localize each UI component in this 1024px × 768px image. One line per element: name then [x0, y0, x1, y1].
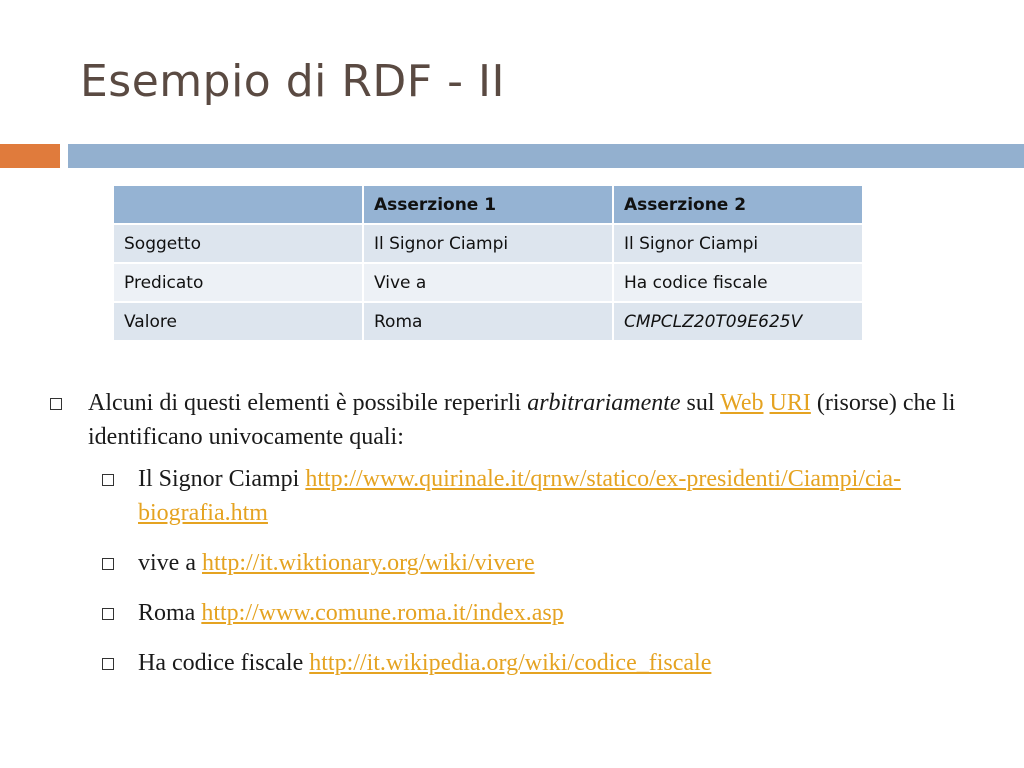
table-header-asserzione-2: Asserzione 2 — [613, 185, 863, 224]
accent-bar-orange — [0, 144, 60, 168]
accent-bar-blue — [68, 144, 1024, 168]
sub-bullet-label: vive a — [138, 550, 202, 576]
table-row — [113, 263, 863, 302]
rdf-table — [112, 184, 864, 342]
table-header-asserzione-1: Asserzione 1 — [363, 185, 613, 224]
table-cell: Il Signor Ciampi — [363, 224, 613, 263]
square-bullet-icon — [102, 658, 114, 670]
main-bullet-emphasis: arbitrariamente — [527, 390, 681, 416]
link-wiktionary[interactable]: http://it.wiktionary.org/wiki/vivere — [201, 550, 535, 576]
link-web[interactable]: Web — [720, 390, 764, 416]
main-bullet-text: (risorse) che li identificano univocamente quali: — [88, 390, 956, 450]
table-cell: Roma — [363, 302, 613, 341]
main-bullet-text: Alcuni di questi elementi è possibile reperirli — [88, 390, 528, 416]
table-cell: Ha codice fiscale — [613, 263, 863, 302]
table-header-row — [113, 185, 863, 224]
link-uri[interactable]: URI — [769, 390, 811, 416]
sub-bullet-roma — [50, 596, 970, 630]
sub-bullet-label: Roma — [138, 600, 202, 626]
table-cell-label: Predicato — [113, 263, 363, 302]
sub-bullet-ciampi — [50, 462, 970, 530]
table-header-empty — [113, 185, 363, 224]
sub-bullet-label: Ha codice fiscale — [138, 650, 310, 676]
slide-title: Esempio di RDF - II — [80, 56, 505, 107]
bullet-content — [50, 386, 970, 680]
main-bullet — [50, 386, 970, 454]
table-cell-label: Valore — [113, 302, 363, 341]
square-bullet-icon — [50, 398, 62, 410]
table-cell: Vive a — [363, 263, 613, 302]
main-bullet-text: sul — [680, 390, 721, 416]
table-cell-label: Soggetto — [113, 224, 363, 263]
sub-bullet-vive — [50, 546, 970, 580]
table-cell-codice-fiscale: CMPCLZ20T09E625V — [613, 302, 863, 341]
sub-bullet-codice-fiscale — [50, 646, 970, 680]
link-quirinale[interactable]: http://www.quirinale.it/qrnw/statico/ex-presidenti/Ciampi/cia-biografia.htm — [138, 466, 901, 526]
table-row — [113, 302, 863, 341]
square-bullet-icon — [102, 608, 114, 620]
square-bullet-icon — [102, 474, 114, 486]
link-comune-roma[interactable]: http://www.comune.roma.it/index.asp — [201, 600, 564, 626]
table-cell: Il Signor Ciampi — [613, 224, 863, 263]
square-bullet-icon — [102, 558, 114, 570]
link-wikipedia[interactable]: http://it.wikipedia.org/wiki/codice_fiscale — [309, 650, 712, 676]
sub-bullet-label: Il Signor Ciampi — [138, 466, 306, 492]
table-row — [113, 224, 863, 263]
